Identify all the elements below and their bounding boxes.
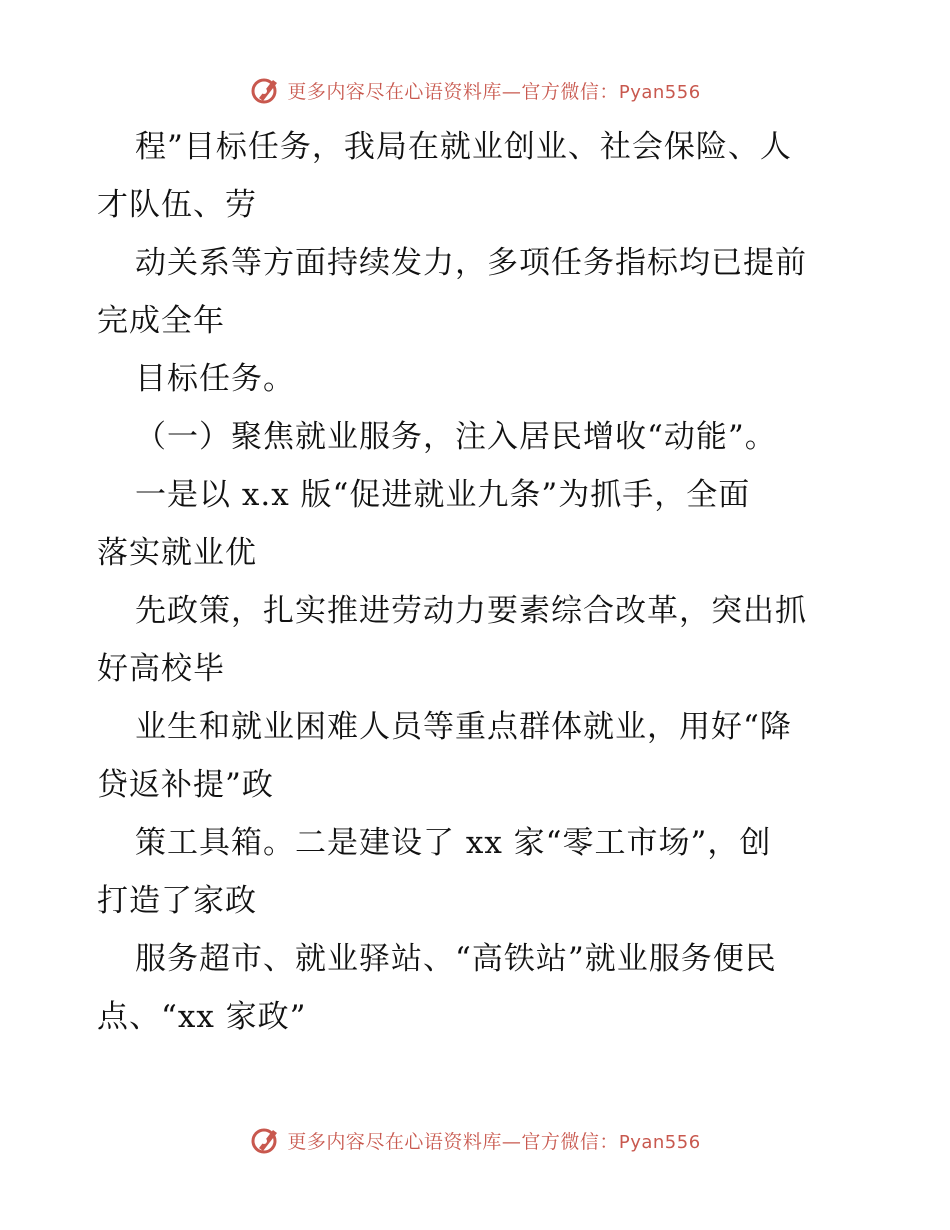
text-line: 完成全年 — [97, 303, 225, 339]
text-line: 一是以 x.x 版“促进就业九条”为抓手，全面 — [135, 477, 751, 513]
footer-watermark — [0, 1120, 950, 1160]
text-line: 服务超市、就业驿站、“高铁站”就业服务便民 — [135, 941, 777, 977]
watermark-text: 更多内容尽在心语资料库—官方微信：Pyan556 — [287, 1130, 701, 1153]
pen-logo-icon — [249, 1124, 281, 1156]
text-line: 贷返补提”政 — [97, 767, 274, 803]
section-heading: （一）聚焦就业服务，注入居民增收“动能”。 — [135, 419, 777, 455]
text-line: 策工具箱。二是建设了 xx 家“零工市场”，创 — [135, 825, 772, 861]
text-line: 业生和就业困难人员等重点群体就业，用好“降 — [135, 709, 792, 745]
header-watermark — [0, 70, 950, 110]
text-line: 先政策，扎实推进劳动力要素综合改革，突出抓 — [135, 593, 807, 629]
text-line: 程”目标任务，我局在就业创业、社会保险、人 — [135, 129, 792, 165]
pen-logo-icon — [249, 74, 281, 106]
text-line: 好高校毕 — [97, 651, 225, 687]
document-body — [97, 118, 857, 1046]
text-line: 点、“xx 家政” — [97, 999, 307, 1035]
text-line: 目标任务。 — [135, 361, 295, 397]
text-line: 落实就业优 — [97, 535, 257, 571]
watermark-text: 更多内容尽在心语资料库—官方微信：Pyan556 — [287, 80, 701, 103]
text-line: 才队伍、劳 — [97, 187, 257, 223]
text-line: 动关系等方面持续发力，多项任务指标均已提前 — [135, 245, 807, 281]
text-line: 打造了家政 — [97, 883, 257, 919]
